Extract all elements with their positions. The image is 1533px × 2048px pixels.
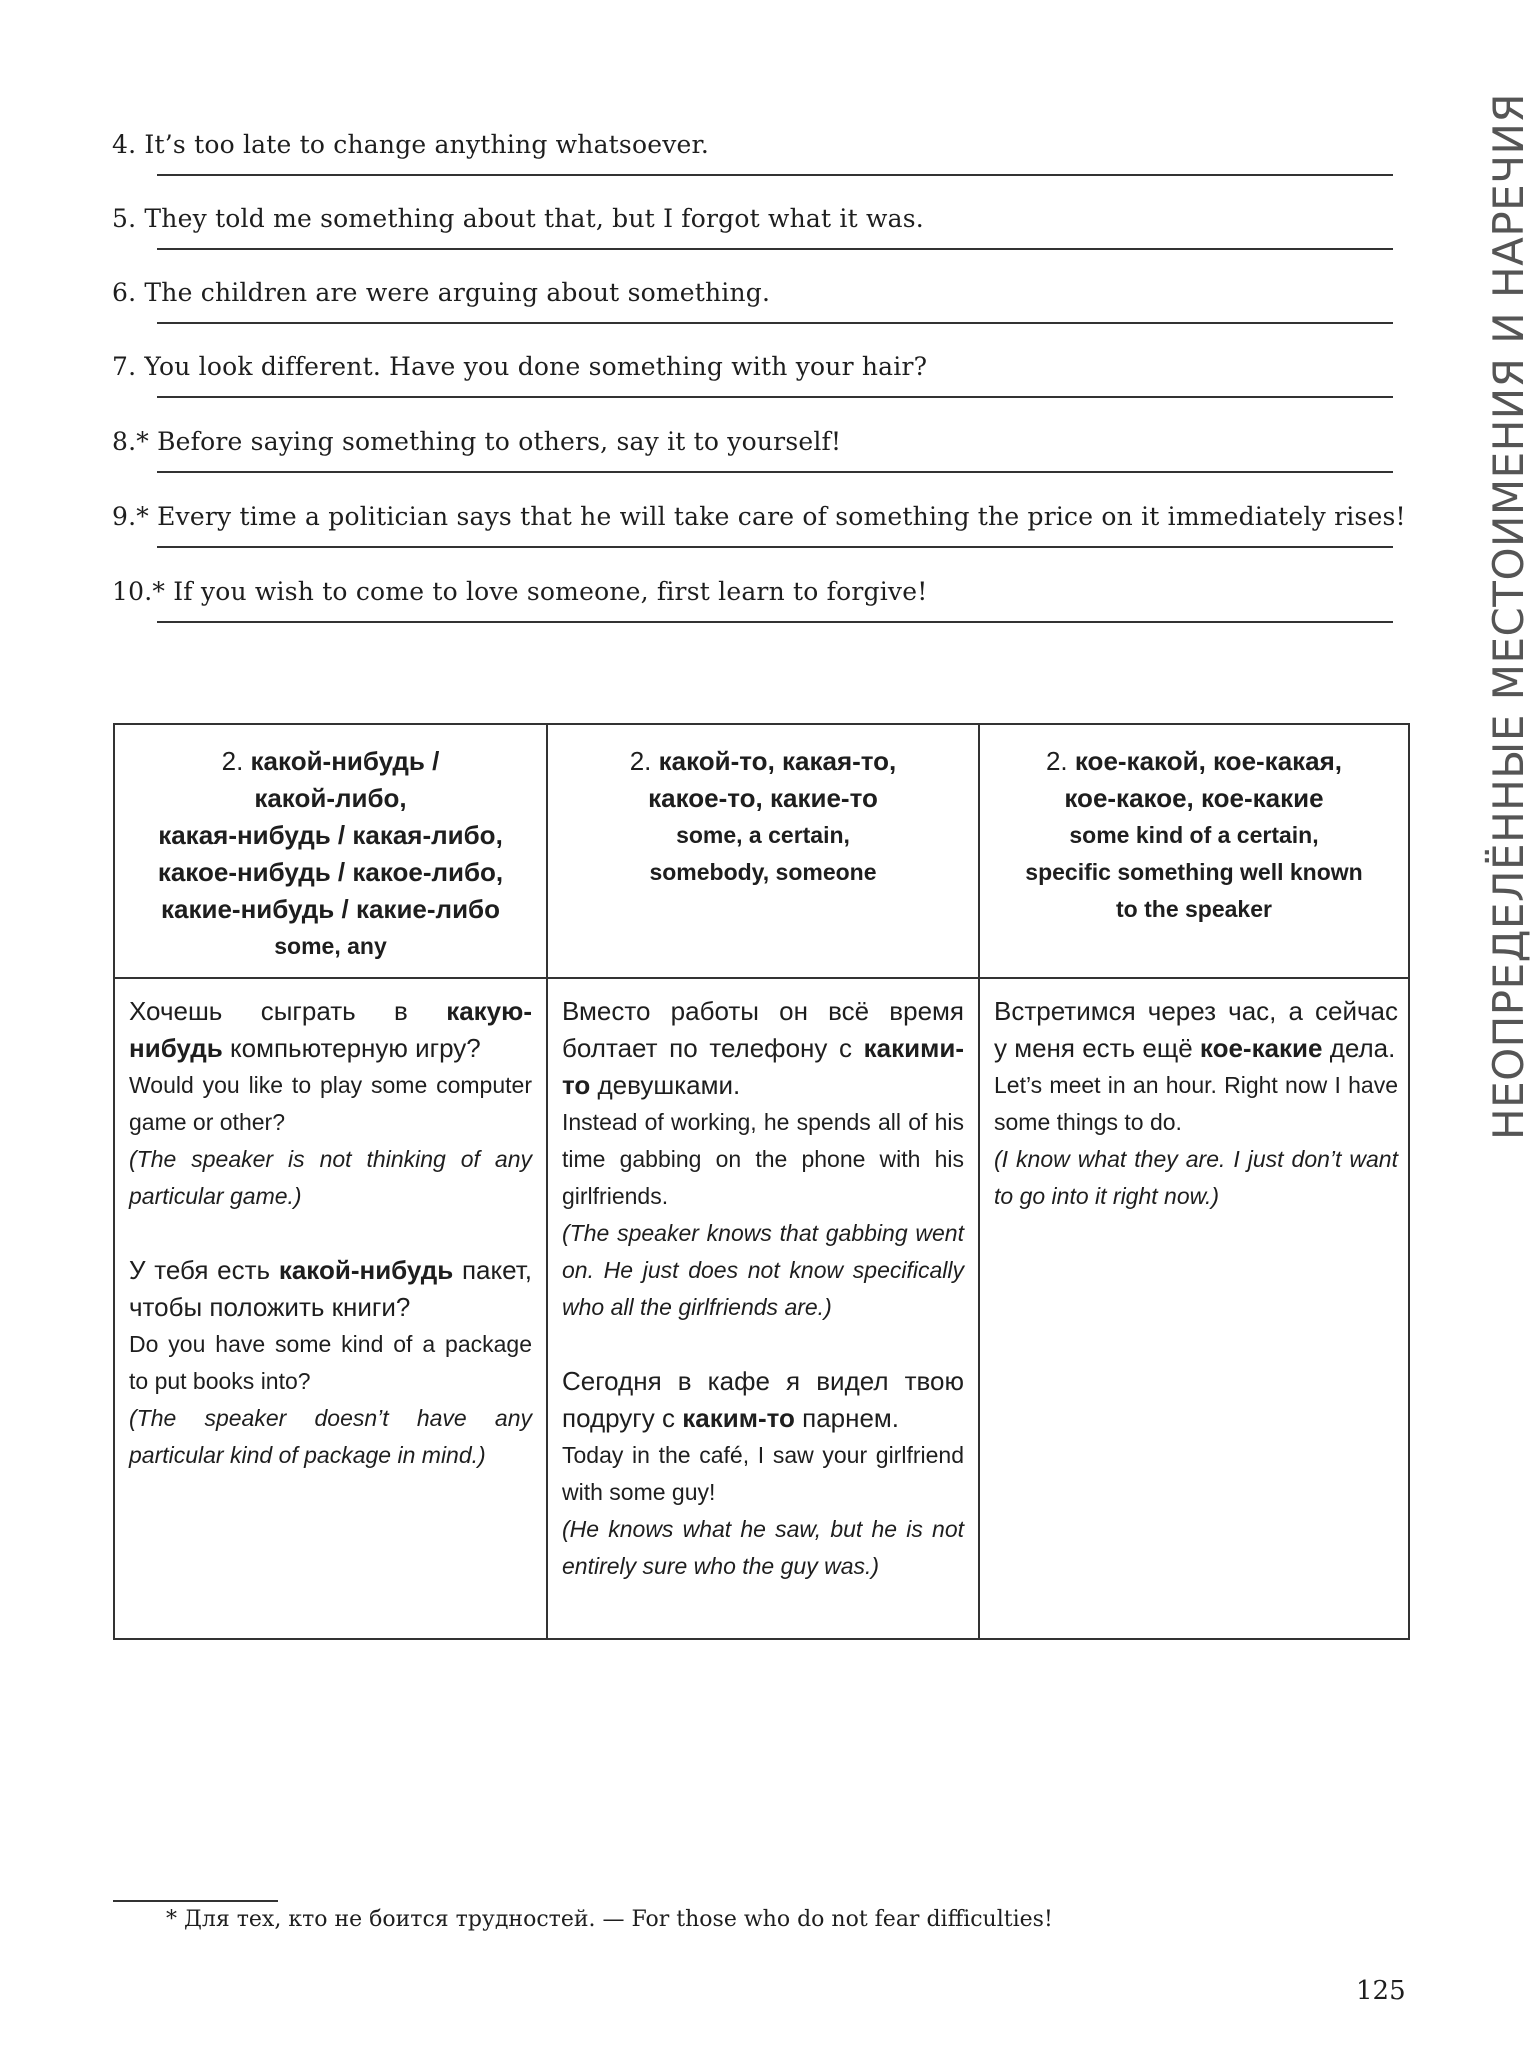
answer-line[interactable] xyxy=(157,396,1393,398)
exercise-sentence: If you wish to come to love someone, first learn to forgive! xyxy=(173,577,928,606)
header-term: какой-либо, xyxy=(254,783,407,813)
exercise-item xyxy=(112,130,1392,160)
example-russian: Вместо работы он всё время болтает по телефону с какими-то девушками. xyxy=(562,996,964,1100)
exercise-number: 10.* xyxy=(112,577,166,606)
chapter-side-title: НЕОПРЕДЕЛЁННЫЕ МЕСТОИМЕНИЯ И НАРЕЧИЯ xyxy=(1484,92,1533,1140)
header-number: 2. xyxy=(1045,746,1068,776)
example-note: (The speaker is not thinking of any particular game.) xyxy=(129,1146,532,1209)
example-note: (The speaker doesn’t have any particular kind of package in mind.) xyxy=(129,1405,532,1468)
example-translation: Today in the café, I saw your girlfriend with some guy! xyxy=(562,1442,964,1505)
header-term: какие-нибудь / какие-либо xyxy=(161,894,500,924)
exercise-number: 8.* xyxy=(112,427,149,456)
header-gloss: somebody, someone xyxy=(649,859,877,885)
exercise-sentence: The children are were arguing about something. xyxy=(144,278,771,307)
header-term: какой-нибудь / xyxy=(250,746,440,776)
example-translation: Do you have some kind of a package to put books into? xyxy=(129,1331,532,1394)
example-note: (I know what they are. I just don’t want to go into it right now.) xyxy=(994,1146,1398,1209)
exercise-number: 5. xyxy=(112,204,137,233)
example-translation: Instead of working, he spends all of his time gabbing on the phone with his girlfriends. xyxy=(562,1109,964,1209)
footnote-rule xyxy=(113,1900,278,1902)
example-note: (He knows what he saw, but he is not entirely sure who the guy was.) xyxy=(562,1516,964,1579)
answer-line[interactable] xyxy=(157,621,1393,623)
answer-line[interactable] xyxy=(157,546,1393,548)
header-term: какой-то, какая-то, xyxy=(658,746,897,776)
exercise-number: 7. xyxy=(112,352,137,381)
answer-line[interactable] xyxy=(157,322,1393,324)
exercise-sentence: Before saying something to others, say it to yourself! xyxy=(157,427,842,456)
example-russian: Хочешь сыграть в какую-нибудь компьютерную игру? xyxy=(129,996,532,1063)
example-translation: Let’s meet in an hour. Right now I have some things to do. xyxy=(994,1072,1398,1135)
exercise-number: 9.* xyxy=(112,502,149,531)
exercise-item xyxy=(112,352,1392,382)
header-number: 2. xyxy=(221,746,244,776)
page-number: 125 xyxy=(1356,1976,1406,2006)
answer-line[interactable] xyxy=(157,248,1393,250)
header-term: кое-какой, кое-какая, xyxy=(1074,746,1343,776)
table-body-cell xyxy=(129,993,532,1474)
example-translation: Would you like to play some computer game or other? xyxy=(129,1072,532,1135)
footnote-mark: * xyxy=(166,1907,177,1932)
header-gloss: some, a certain, xyxy=(676,822,850,848)
header-gloss: some, any xyxy=(274,933,387,959)
exercise-item xyxy=(112,427,1392,457)
exercise-item xyxy=(112,278,1392,308)
header-term: кое-какое, кое-какие xyxy=(1064,783,1324,813)
exercise-sentence: Every time a politician says that he will take care of something the price on it immediately rises! xyxy=(157,502,1406,531)
exercise-sentence: They told me something about that, but I forgot what it was. xyxy=(144,204,924,233)
answer-line[interactable] xyxy=(157,174,1393,176)
exercise-item xyxy=(112,502,1406,532)
exercise-sentence: It’s too late to change anything whatsoever. xyxy=(144,130,710,159)
header-term: какая-нибудь / какая-либо, xyxy=(158,820,503,850)
table-header-cell xyxy=(980,743,1408,928)
example-russian: У тебя есть какой-нибудь пакет, чтобы положить книги? xyxy=(129,1255,532,1322)
example-russian: Встретимся через час, а сейчас у меня есть ещё кое-какие дела. xyxy=(994,996,1398,1063)
example-note: (The speaker knows that gabbing went on. He just does not know specifically who all the girlfriends are.) xyxy=(562,1220,964,1320)
header-term: какое-нибудь / какое-либо, xyxy=(157,857,504,887)
answer-line[interactable] xyxy=(157,471,1393,473)
table-body-cell xyxy=(562,993,964,1585)
footnote-text: Для тех, кто не боится трудностей. — For those who do not fear difficulties! xyxy=(184,1907,1053,1932)
exercise-number: 6. xyxy=(112,278,137,307)
header-divider xyxy=(115,977,1408,979)
grammar-table xyxy=(113,723,1410,1640)
example-russian: Сегодня в кафе я видел твою подругу с каким-то парнем. xyxy=(562,1366,964,1433)
exercise-item xyxy=(112,204,1392,234)
table-header-cell xyxy=(115,743,546,965)
header-gloss: to the speaker xyxy=(1116,896,1272,922)
exercise-sentence: You look different. Have you done something with your hair? xyxy=(144,352,928,381)
header-term: какое-то, какие-то xyxy=(648,783,878,813)
header-gloss: some kind of a certain, xyxy=(1069,822,1319,848)
exercise-number: 4. xyxy=(112,130,137,159)
table-body-cell xyxy=(994,993,1398,1215)
header-number: 2. xyxy=(629,746,652,776)
exercise-item xyxy=(112,577,1392,607)
table-header-cell xyxy=(548,743,978,891)
footnote xyxy=(166,1907,1053,1932)
header-gloss: specific something well known xyxy=(1025,859,1363,885)
